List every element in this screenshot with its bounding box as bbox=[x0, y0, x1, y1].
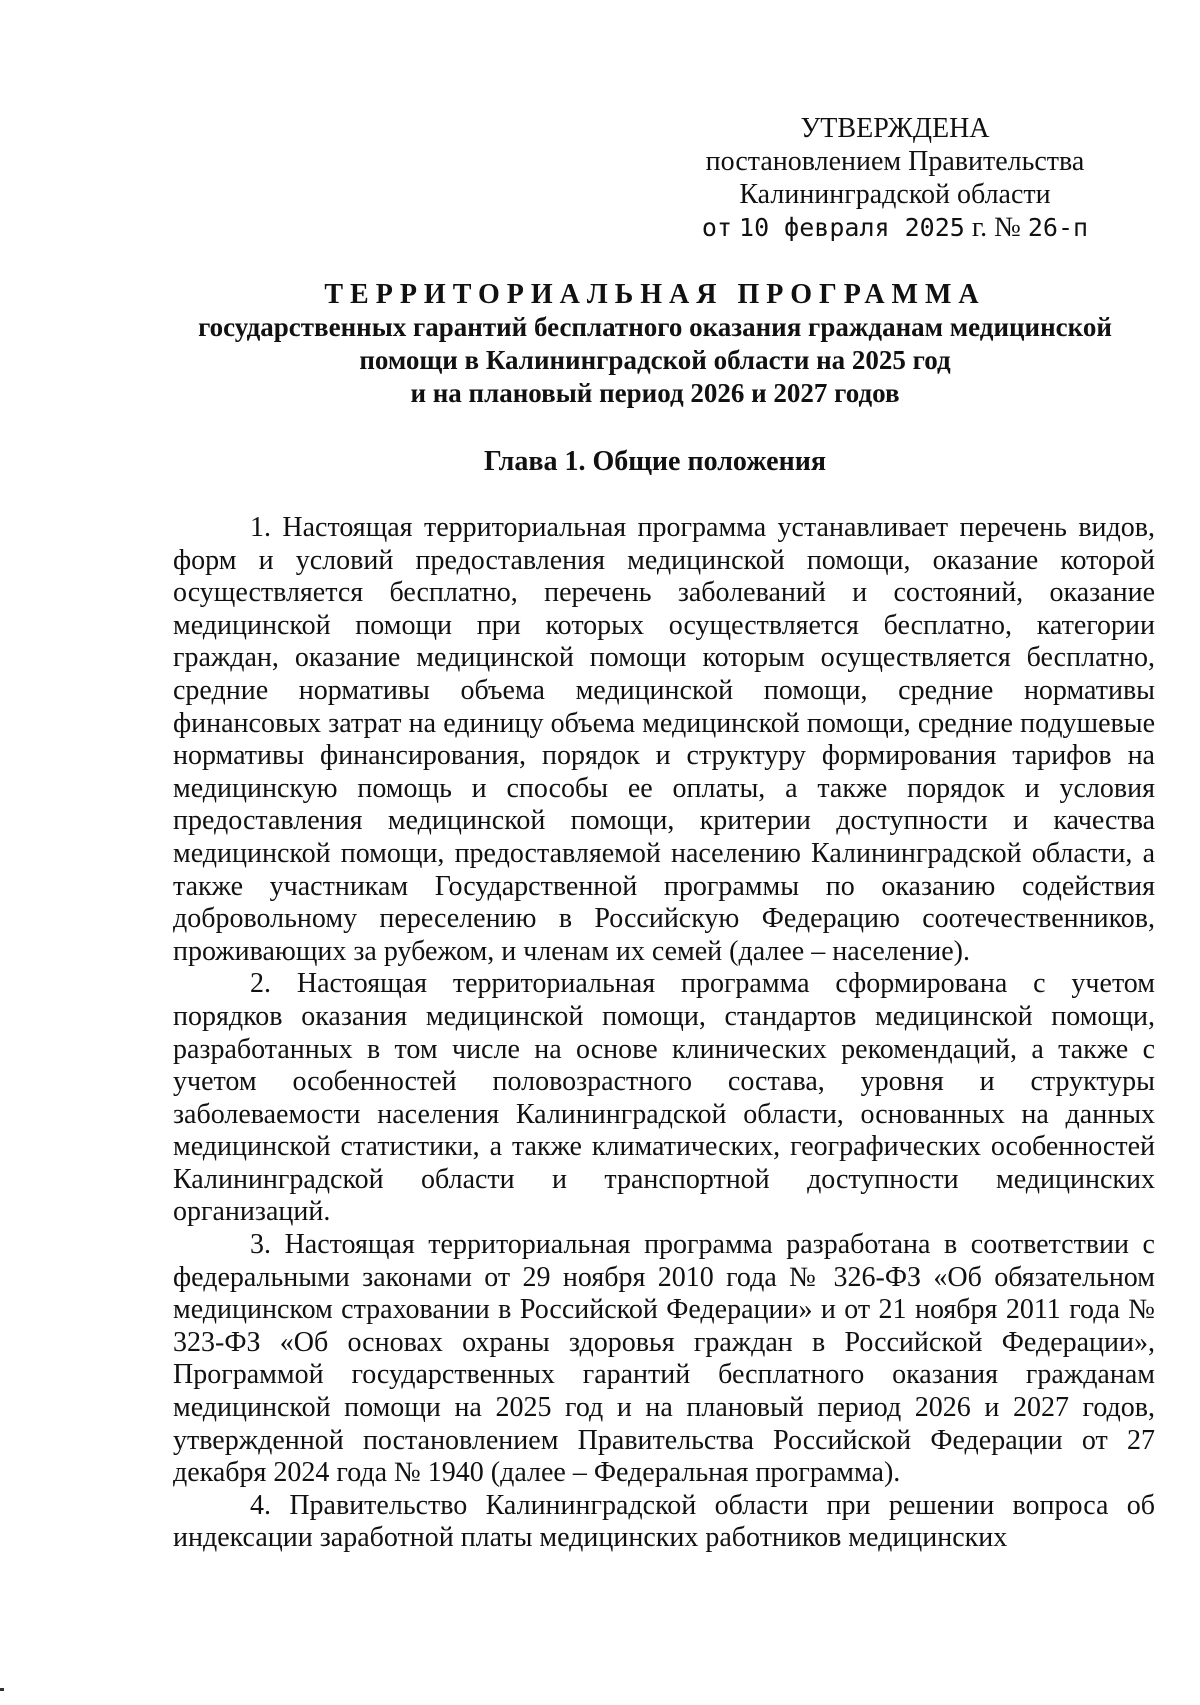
title-line-1: государственных гарантий бесплатного оказания гражданам медицинской bbox=[198, 312, 1112, 342]
title-line-3: и на плановый период 2026 и 2027 годов bbox=[410, 378, 900, 408]
approval-line-resolution: постановлением Правительства bbox=[705, 146, 1085, 177]
approval-date-line bbox=[640, 211, 1150, 244]
approval-heading: УТВЕРЖДЕНА bbox=[800, 113, 990, 144]
approval-stamp bbox=[640, 112, 1150, 244]
approval-line-region: Калининградской области bbox=[739, 179, 1051, 210]
paragraph-4: 4. Правительство Калининградской области при решении вопроса об индексации заработной платы медицинских работников медицинских bbox=[173, 1489, 1155, 1554]
chapter-heading: Глава 1. Общие положения bbox=[483, 446, 826, 477]
scan-mark bbox=[0, 1688, 4, 1691]
document-title bbox=[120, 278, 1190, 410]
paragraph-2: 2. Настоящая территориальная программа сформирована с учетом порядков оказания медицинской помощи, стандартов медицинской помощи, разработанных в том числе на основе клинических рекомендаций, а также с учетом особенностей половозрастного состава, уровня и структуры заболеваемости населения Калининградской области, основанных на данных медицинской статистики, а также климатических, географических особенностей Калининградской области и транспортной доступности медицинских организаций. bbox=[173, 968, 1155, 1228]
paragraph-3: 3. Настоящая территориальная программа разработана в соответствии с федеральными законами от 29 ноября 2010 года № 326-ФЗ «Об обязательном медицинском страховании в Российской Федерации» и от 21 ноября 2011 года № 323-ФЗ «Об основах охраны здоровья граждан в Российской Федерации», Программой государственных гарантий бесплатного оказания гражданам медицинской помощи на 2025 год и на плановый период 2026 и 2027 годов, утвержденной постановлением Правительства Российской Федерации от 27 декабря 2024 года № 1940 (далее – Федеральная программа). bbox=[173, 1229, 1155, 1489]
title-main: ТЕРРИТОРИАЛЬНАЯ ПРОГРАММА bbox=[324, 279, 986, 310]
approval-number: 26-п bbox=[1027, 213, 1089, 242]
paragraph-1: 1. Настоящая территориальная программа устанавливает перечень видов, форм и условий предоставления медицинской помощи, оказание которой осуществляется бесплатно, перечень заболеваний и состояний, оказание медицинской помощи при которых осуществляется бесплатно, категории граждан, оказание медицинской помощи которым осуществляется бесплатно, средние нормативы объема медицинской помощи, средние нормативы финансовых затрат на единицу объема медицинской помощи, средние подушевые нормативы финансирования, порядок и структуру формирования тарифов на медицинскую помощь и способы ее оплаты, а также порядок и условия предоставления медицинской помощи, критерии доступности и качества медицинской помощи, предоставляемой населению Калининградской области, а также участникам Государственной программы по оказанию содействия добровольному переселению в Российскую Федерацию соотечественников, проживающих за рубежом, и членам их семей (далее – население). bbox=[173, 512, 1155, 967]
approval-date-prefix: от bbox=[701, 213, 733, 242]
title-line-2: помощи в Калининградской области на 2025 год bbox=[359, 345, 951, 375]
approval-date-separator: г. № bbox=[971, 212, 1021, 243]
document-body bbox=[173, 512, 1155, 1555]
approval-date: 10 февраля 2025 bbox=[739, 213, 965, 242]
